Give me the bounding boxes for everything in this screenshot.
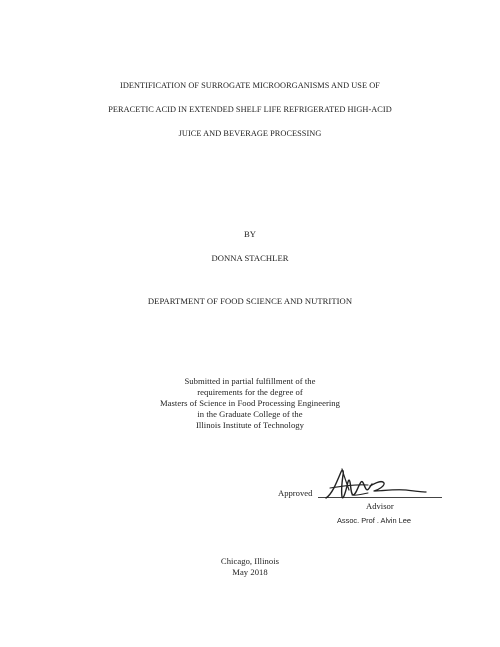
title-line-3: JUICE AND BEVERAGE PROCESSING xyxy=(178,129,322,138)
place: Chicago, Illinois xyxy=(220,556,280,566)
title-line-1: IDENTIFICATION OF SURROGATE MICROORGANISMS AND USE OF xyxy=(120,81,380,90)
submission-line-4: in the Graduate College of the xyxy=(197,409,303,419)
department-name: DEPARTMENT OF FOOD SCIENCE AND NUTRITION xyxy=(147,296,353,306)
advisor-label: Advisor xyxy=(366,501,394,511)
advisor-name: Assoc. Prof . Alvin Lee xyxy=(337,516,411,525)
submission-line-2: requirements for the degree of xyxy=(197,387,303,397)
submission-line-5: Illinois Institute of Technology xyxy=(195,420,304,430)
author-name: DONNA STACHLER xyxy=(211,253,289,263)
submission-line-1: Submitted in partial fulfillment of the xyxy=(184,376,316,386)
by-label: BY xyxy=(243,229,257,239)
approved-label: Approved xyxy=(278,488,313,498)
date: May 2018 xyxy=(232,567,268,577)
advisor-signature xyxy=(322,464,428,504)
submission-line-3: Masters of Science in Food Processing Engineering xyxy=(159,398,341,408)
title-line-2: PERACETIC ACID IN EXTENDED SHELF LIFE REFRIGERATED HIGH-ACID xyxy=(108,105,392,114)
